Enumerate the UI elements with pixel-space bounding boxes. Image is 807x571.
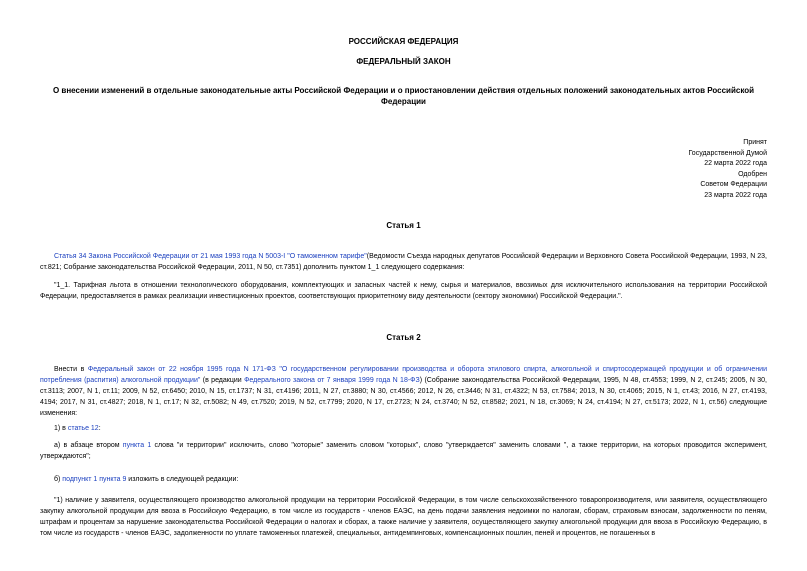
article-2-quoted-text	[40, 495, 767, 539]
paragraph-text: ) (Собрание законодательства Российской Федерации, 1995, N 48, ст.4553; 1999, N 2, ст.245; 2005, N 30, ст.3113; 2007, N 1, ст.11; 2009, N 52, ст.6450; 2010, N 15, ст.1737; N 31, ст.4196; 2011, N 27, ст.3880; N 30, ст.4566; 2012, N 26, ст.3446; N 31, ст.4322; N 53, ст.7584; 2013, N 30, ст.4065; 2015, N 1, ст.43; 2016, N 27, ст.4193, 4194; 2017, N 31, ст.4827; 2018, N 1, ст.17; N 32, ст.5082; N 49, ст.7520; 2019, N 52, ст.7799; 2020, N 17, ст.2723; N 24, ст.3740; N 52, ст.8582; 2021, N 18, ст.3069; N 24, ст.4194; N 27, ст.5173; 2022, N 1, ст.56) следующие изменения:	[40, 377, 767, 417]
article-1-paragraph-1	[40, 251, 767, 273]
item-text: :	[98, 425, 101, 432]
paragraph-text: (в редакции	[200, 377, 245, 384]
paragraph-text: "1) наличие у заявителя, осуществляющего производство алкогольной продукции на территории Российской Федерации, в том числе сельскохозяйственного товаропроизводителя, или заявителя, осуществляющего закупку алкогольной продукции для ввоза в Российскую Федерацию, в том числе из государств - членов ЕАЭС, на день подачи заявления недоимки по налогам, сборам, страховым взносам, задолженности по пеням, штрафам и процентам за нарушение законодательства Российской Федерации о налогах и сборах, а также наличие у заявителя, осуществляющего закупку алкогольной продукции для ввоза в Российскую Федерацию, в том числе из государств - членов ЕАЭС, задолженности по уплате таможенных платежей, специальных, антидемпинговых, компенсационных пошлин, пеней и процентов, не погашенных в	[40, 497, 767, 537]
item-text: б)	[54, 476, 63, 483]
item-text: изложить в следующей редакции:	[126, 476, 239, 483]
adoption-line: Советом Федерации	[700, 181, 767, 188]
adoption-line: Принят	[743, 139, 767, 146]
paragraph-text: Внести в	[54, 366, 88, 373]
article-2-heading: Статья 2	[386, 333, 421, 342]
law-link[interactable]: Федерального закона от 7 января 1999 года N 18-ФЗ	[244, 377, 420, 384]
law-link[interactable]: Статья 34 Закона Российской Федерации от 21 мая 1993 года N 5003-I "О таможенном тарифе"	[54, 253, 367, 260]
paragraph-text: "1_1. Тарифная льгота в отношении технологического оборудования, комплектующих и запасных частей к нему, сырья и материалов, ввозимых для исключительного использования на территории Российской Федерации, предоставляется в рамках реализации инвестиционных проектов, соответствующих приоритетному виду деятельности (сектору экономики) Российской Федерации.".	[40, 282, 767, 300]
clause-link[interactable]: подпункт 1 пункта 9	[62, 476, 127, 483]
adoption-line: 22 марта 2022 года	[704, 160, 767, 167]
document-type-heading: ФЕДЕРАЛЬНЫЙ ЗАКОН	[356, 57, 451, 66]
item-text: слова "и территории" исключить, слово "которые" заменить словом "которых", слово "утверждается" заменить словами ", а также территории, на которых проводится эксперимент, утверждаются";	[40, 442, 767, 460]
clause-link[interactable]: пункта 1	[122, 442, 152, 449]
item-text: 1) в	[54, 425, 68, 432]
article-1-heading: Статья 1	[386, 221, 421, 230]
article-2-item-a	[40, 440, 767, 462]
paragraph-text: (Ведомости Съезда народных депутатов Российской Федерации и Верховного Совета Российской Федерации, 1993, N 23, ст.821; Собрание законодательства Российской Федерации, 2011, N 50, ст.7351) дополнить пунктом 1_1 следующего содержания:	[40, 253, 767, 271]
article-link[interactable]: статье 12	[67, 425, 99, 432]
adoption-line: Одобрен	[738, 170, 767, 178]
law-title: О внесении изменений в отдельные законодательные акты Российской Федерации и о приостановлении действия отдельных положений законодательных актов Российской Федерации	[52, 86, 755, 106]
item-text: а) в абзаце втором	[54, 442, 123, 449]
article-2-item-1	[40, 423, 767, 434]
article-1-paragraph-2	[40, 280, 767, 302]
country-heading: РОССИЙСКАЯ ФЕДЕРАЦИЯ	[348, 37, 459, 46]
article-2-paragraph-1	[40, 364, 767, 419]
adoption-block	[688, 138, 767, 201]
law-link[interactable]: Федеральный закон от 22 ноября 1995 года N 171-ФЗ "О государственном регулировании производства и оборота этилового спирта, алкогольной и спиртосодержащей продукции и об ограничении потребления (распития) алкогольной продукции"	[40, 366, 768, 384]
article-2-item-b	[40, 474, 767, 485]
adoption-line: Государственной Думой	[688, 149, 767, 157]
adoption-line: 23 марта 2022 года	[704, 191, 767, 199]
